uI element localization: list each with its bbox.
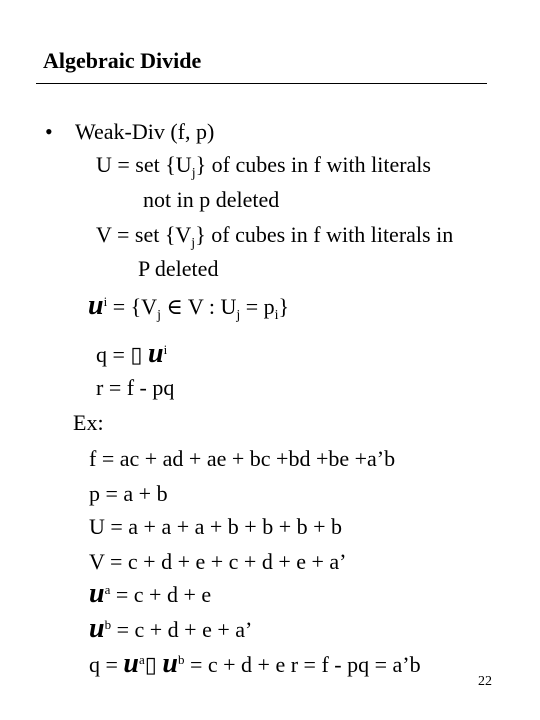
ui-definition-line <box>88 292 289 323</box>
ui-def-text-a: = {V <box>107 294 158 319</box>
example-f-line: f = ac + ad + ae + bc +bd +be +a’b <box>89 446 396 471</box>
q2-text: q = <box>89 652 124 677</box>
weak-div-heading: Weak-Div (f, p) <box>75 119 215 144</box>
title-divider <box>36 83 487 84</box>
ui-symbol: u <box>89 613 105 644</box>
ui-symbol: u <box>123 648 139 679</box>
intersection-glyph: ▯ <box>130 342 143 367</box>
ub-superscript: b <box>104 617 112 632</box>
v-definition-line <box>96 224 453 251</box>
q2-superscript-a: a <box>139 652 145 667</box>
example-ua-line <box>89 580 211 608</box>
ui-symbol: u <box>89 578 105 609</box>
ui-superscript: i <box>103 294 108 309</box>
slide-title: Algebraic Divide <box>43 48 202 73</box>
q-formula-text: q = <box>96 342 131 367</box>
u-definition-line <box>96 154 431 181</box>
ui-def-text-c: = p <box>240 294 275 319</box>
ui-def-subscript-3: i <box>274 308 279 323</box>
v-def-subscript: j <box>191 236 196 251</box>
example-label: Ex: <box>73 410 104 435</box>
example-V-line: V = c + d + e + c + d + e + a’ <box>89 549 347 574</box>
ub-rest-text: = c + d + e + a’ <box>111 617 253 642</box>
q2-rest-text: = c + d + e r = f - pq = a’b <box>184 652 421 677</box>
u-def-text-b: } of cubes in f with literals <box>195 152 431 177</box>
example-ub-line <box>89 615 252 643</box>
ui-symbol: u <box>148 338 164 369</box>
page-number: 22 <box>478 674 492 689</box>
ui-def-subscript-1: j <box>157 308 161 323</box>
u-def-text-a: U = set {U <box>96 152 192 177</box>
u-definition-cont: not in p deleted <box>143 187 280 212</box>
example-q-line <box>89 650 421 678</box>
ua-superscript: a <box>104 582 111 597</box>
ui-symbol: u <box>88 290 104 321</box>
intersection-glyph: ▯ <box>144 652 157 677</box>
q-formula-line <box>96 340 167 368</box>
q-superscript: i <box>163 342 168 357</box>
example-U-line: U = a + a + a + b + b + b + b <box>89 514 343 539</box>
ui-def-subscript-2: j <box>236 308 241 323</box>
u-def-subscript: j <box>191 166 196 181</box>
ui-def-text-b: V : U <box>182 294 237 319</box>
ui-def-text-d: } <box>278 294 290 319</box>
v-def-text-b: } of cubes in f with literals in <box>195 222 454 247</box>
v-definition-cont: P deleted <box>138 256 219 281</box>
element-of-symbol: ∈ <box>166 294 183 319</box>
q2-superscript-b: b <box>177 652 185 667</box>
example-p-line: p = a + b <box>89 481 168 506</box>
ua-rest-text: = c + d + e <box>110 582 212 607</box>
ui-symbol: u <box>162 648 178 679</box>
r-formula-line: r = f - pq <box>96 375 175 400</box>
v-def-text-a: V = set {V <box>96 222 192 247</box>
bullet-marker: • <box>45 119 53 144</box>
